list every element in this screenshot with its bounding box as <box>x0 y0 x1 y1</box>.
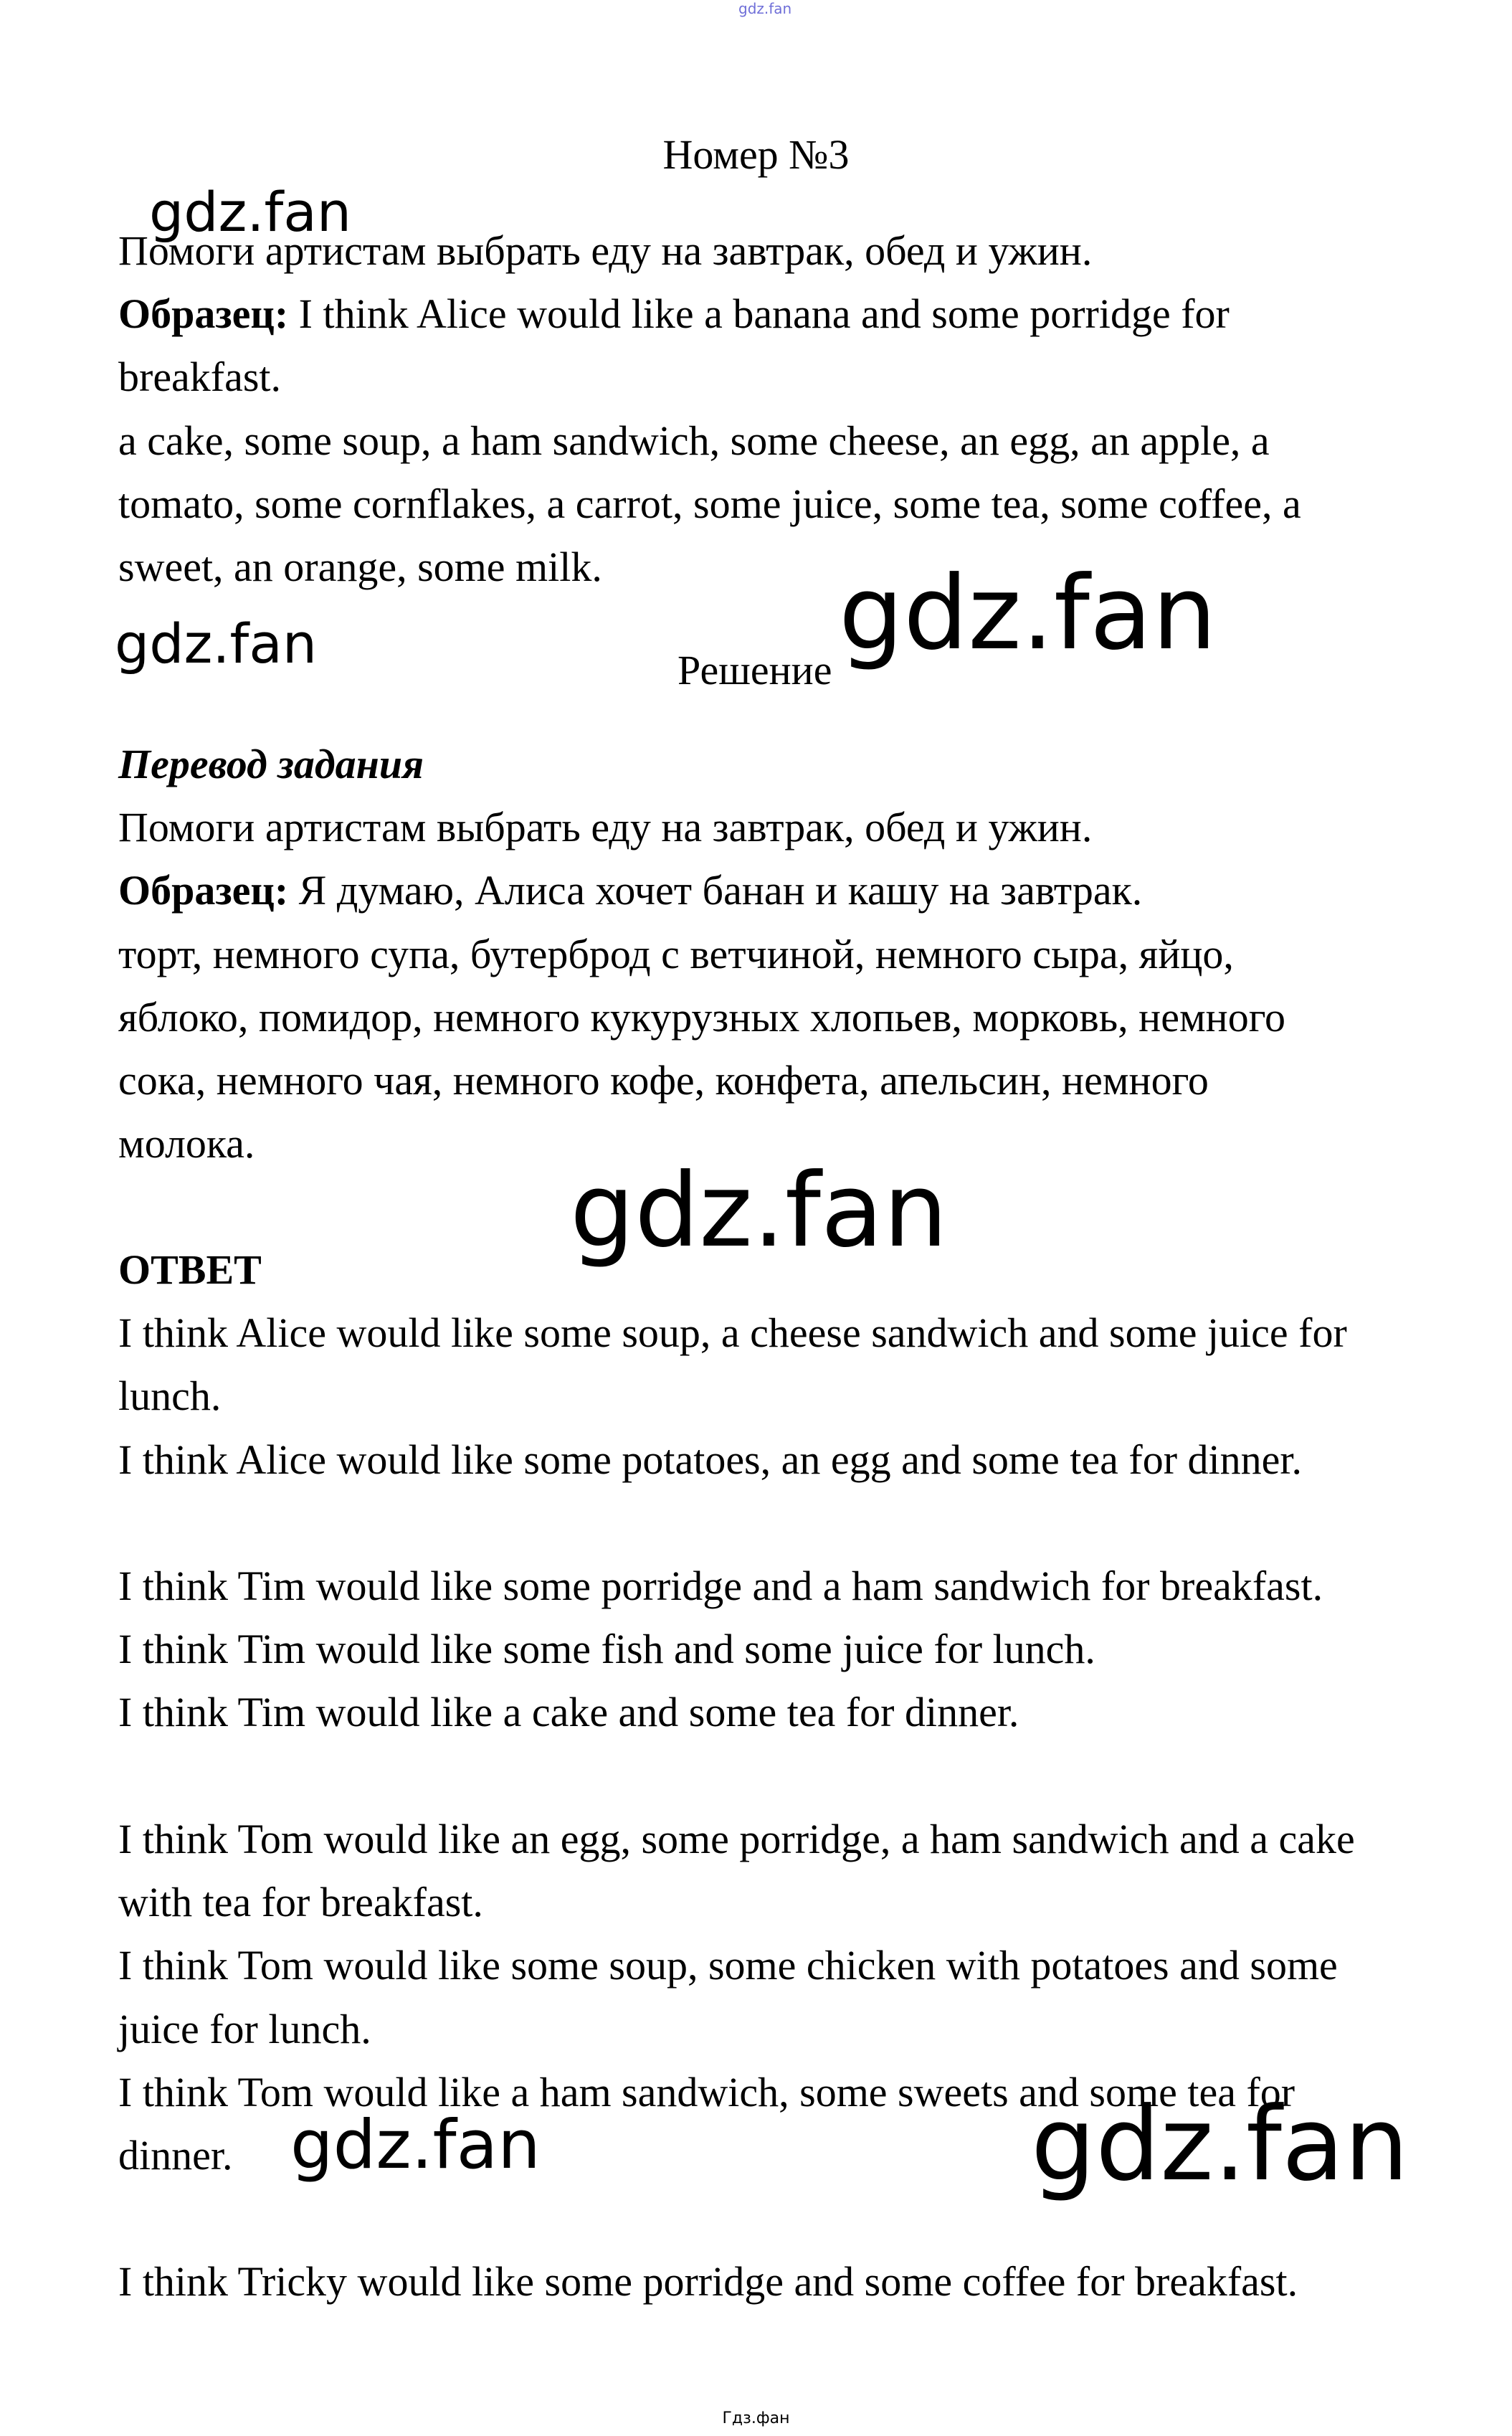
sample-label: Образец: <box>118 867 289 914</box>
answer-heading: ОТВЕТ <box>118 1246 262 1293</box>
translation-food-line: яблоко, помидор, немного кукурузных хлопьев, морковь, немного <box>118 993 1286 1041</box>
answer-line: I think Alice would like some soup, a cheese sandwich and some juice for <box>118 1309 1347 1357</box>
answer-line: I think Tom would like an egg, some porridge, a ham sandwich and a cake <box>118 1816 1355 1862</box>
translation-food-line: молока. <box>118 1120 255 1167</box>
answer-line: I think Tim would like some fish and some juice for lunch. <box>118 1626 1095 1673</box>
food-line: sweet, an orange, some milk. <box>118 544 602 591</box>
answer-group-tim <box>118 1555 1409 1745</box>
translation-food-line: сока, немного чая, немного кофе, конфета, апельсин, немного <box>118 1057 1209 1104</box>
watermark: gdz.fan <box>115 612 318 676</box>
translation-heading: Перевод задания <box>118 741 424 787</box>
task-line: Помоги артистам выбрать еду на завтрак, обед и ужин. <box>118 227 1093 274</box>
translation-sample-line <box>118 859 1409 922</box>
task-sample-line <box>118 283 1409 346</box>
sample-label: Образец: <box>118 290 289 338</box>
watermark: gdz.fan <box>149 180 352 244</box>
task-block <box>118 219 1409 599</box>
answer-line: I think Tricky would like some porridge and some coffee for breakfast. <box>118 2258 1298 2305</box>
answer-line: I think Tim would like some porridge and a ham sandwich for breakfast. <box>118 1563 1323 1609</box>
answer-heading-block <box>118 1238 1409 1492</box>
watermark: gdz.fan <box>290 2106 541 2184</box>
translation-block <box>118 733 1409 1175</box>
answer-line: dinner. <box>118 2132 233 2179</box>
answer-line: I think Alice would like some potatoes, an egg and some tea for dinner. <box>118 1436 1302 1483</box>
answer-line: I think Tim would like a cake and some tea for dinner. <box>118 1689 1019 1736</box>
watermark: gdz.fan <box>1031 2085 1409 2204</box>
answer-group-tricky <box>118 2250 1409 2313</box>
sample-text: I think Alice would like a banana and some porridge for <box>288 290 1230 338</box>
top-watermark: gdz.fan <box>738 0 792 17</box>
answer-line: with tea for breakfast. <box>118 1879 483 1926</box>
food-line: a cake, some soup, a ham sandwich, some cheese, an egg, an apple, a <box>118 417 1270 464</box>
translation-line: Помоги артистам выбрать еду на завтрак, обед и ужин. <box>118 804 1093 851</box>
solution-label: Решение <box>677 647 832 693</box>
watermark: gdz.fan <box>570 1152 948 1270</box>
task-sample-cont: breakfast. <box>118 354 282 401</box>
translation-food-line: торт, немного супа, бутерброд с ветчиной, немного сыра, яйцо, <box>118 930 1234 977</box>
food-line: tomato, some cornflakes, a carrot, some juice, some tea, some coffee, a <box>118 480 1301 527</box>
answer-line: I think Tom would like a ham sandwich, some sweets and some tea for <box>118 2068 1295 2115</box>
footer-text: Гдз.фан <box>722 2409 790 2427</box>
answer-line: I think Tom would like some soup, some chicken with potatoes and some <box>118 1942 1338 1989</box>
sample-text: Я думаю, Алиса хочет банан и кашу на завтрак. <box>288 867 1143 914</box>
watermark: gdz.fan <box>839 554 1217 673</box>
answer-line: juice for lunch. <box>118 2005 371 2052</box>
answer-line: lunch. <box>118 1373 222 1420</box>
page-title: Номер №3 <box>662 131 850 178</box>
